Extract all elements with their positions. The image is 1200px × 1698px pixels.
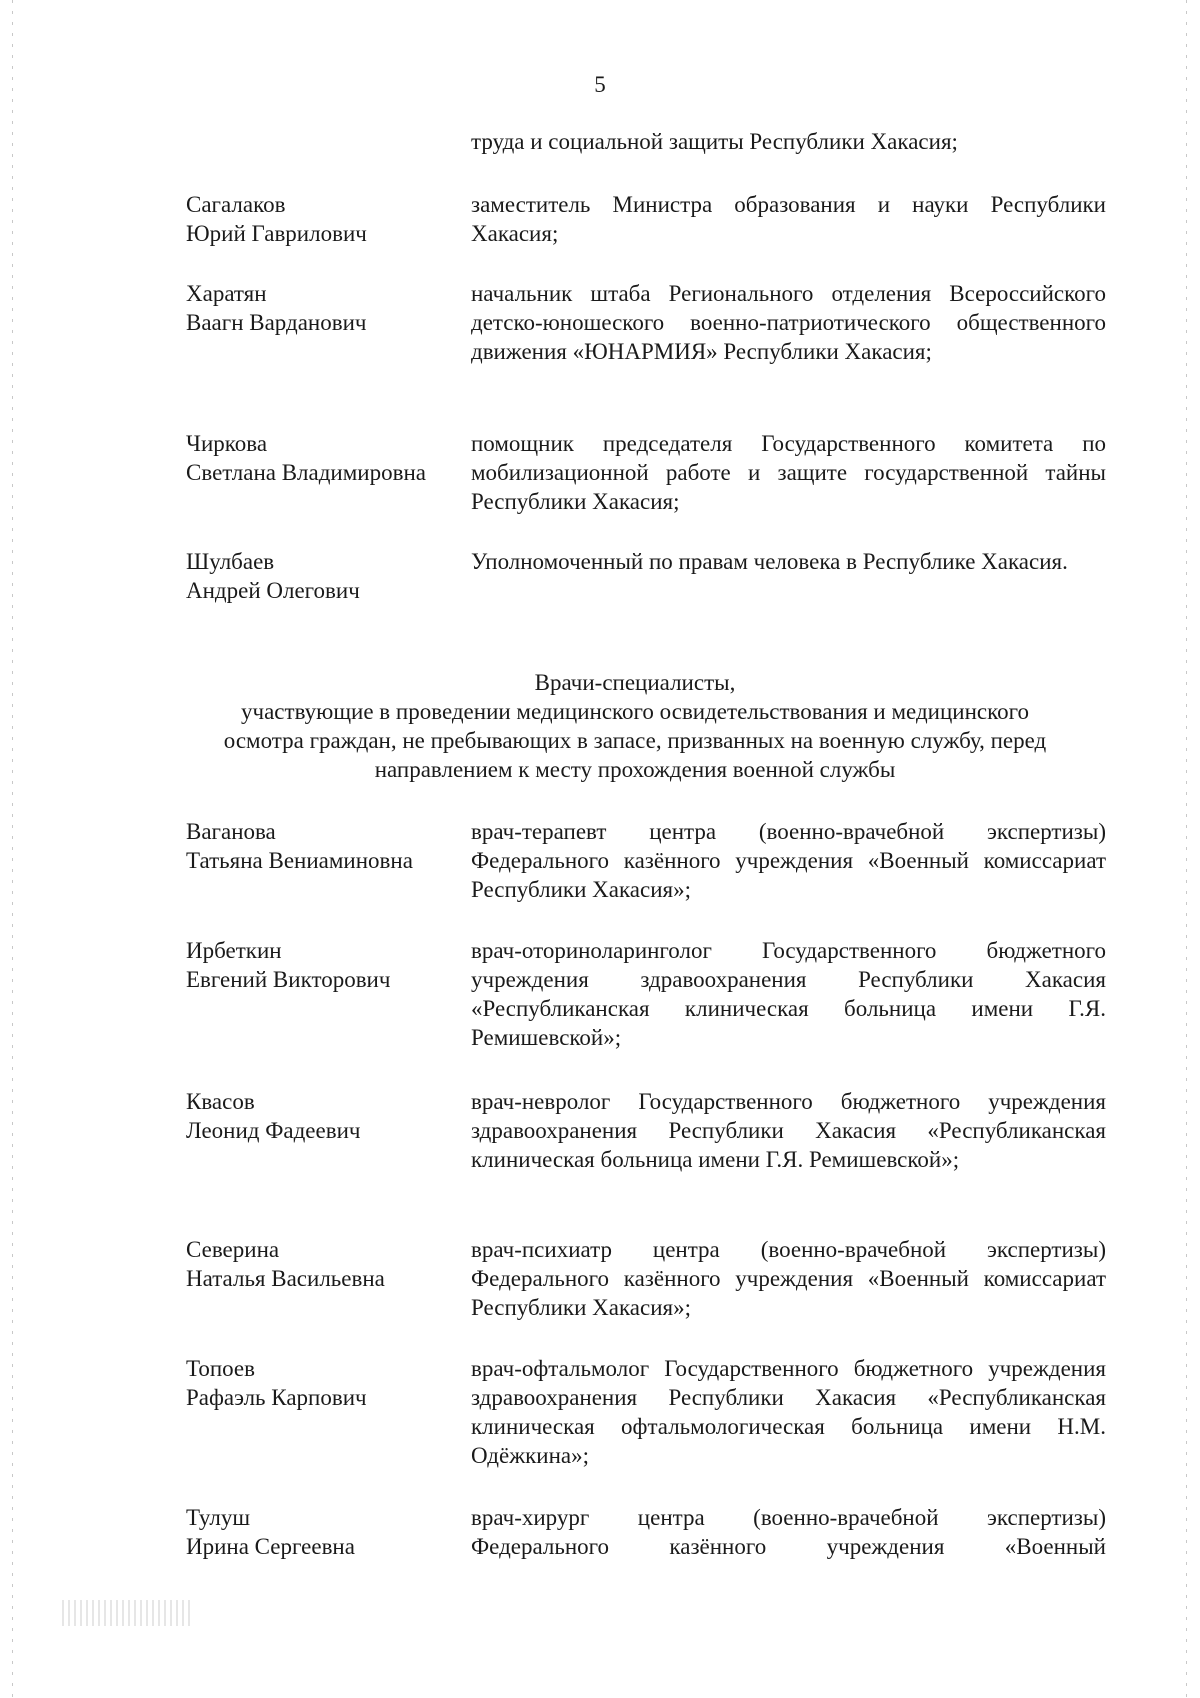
section-heading: [160, 668, 1110, 784]
member-entry: [186, 429, 1106, 516]
member-position: помощник председателя Государственного комитета по мобилизационной работе и защите государственной тайны Республики Хакасия;: [471, 431, 1106, 514]
member-surname: Харатян: [186, 281, 267, 306]
member-given-names: Юрий Гаврилович: [186, 221, 367, 246]
doctor-position: врач-оториноларинголог Государственного бюджетного учреждения здравоохранения Республики Хакасия «Республиканская клиническая больница имени Г.Я. Ремишевской»;: [471, 938, 1106, 1050]
scan-artifact: [62, 1600, 192, 1626]
doctor-given-names: Ирина Сергеевна: [186, 1534, 355, 1559]
member-position: начальник штаба Регионального отделения Всероссийского детско-юношеского военно-патриотического общественного движения «ЮНАРМИЯ» Республики Хакасия;: [471, 281, 1106, 364]
doctor-entry: [186, 1503, 1106, 1561]
member-given-names: Андрей Олегович: [186, 578, 360, 603]
doctor-name: [186, 817, 471, 904]
doctor-entry: [186, 1235, 1106, 1322]
doctor-name: [186, 1087, 471, 1174]
doctor-entry: [186, 1354, 1106, 1470]
doctor-name: [186, 1503, 471, 1561]
section-heading-line: участвующие в проведении медицинского освидетельствования и медицинского: [241, 699, 1029, 724]
doctor-surname: Тулуш: [186, 1505, 251, 1530]
doctor-surname: Квасов: [186, 1089, 255, 1114]
doctor-position: врач-офтальмолог Государственного бюджетного учреждения здравоохранения Республики Хакасия «Республиканская клиническая офтальмологическая больница имени Н.М. Одёжкина»;: [471, 1356, 1106, 1468]
doctor-name: [186, 936, 471, 1052]
doctor-surname: Топоев: [186, 1356, 255, 1381]
member-name: [186, 547, 471, 605]
member-position: заместитель Министра образования и науки Республики Хакасия;: [471, 192, 1106, 246]
doctor-surname: Ирбеткин: [186, 938, 282, 963]
member-surname: Шулбаев: [186, 549, 275, 574]
doctor-given-names: Евгений Викторович: [186, 967, 391, 992]
member-name: [186, 279, 471, 366]
scan-edge-left: [12, 0, 13, 1698]
doctor-given-names: Татьяна Вениаминовна: [186, 848, 413, 873]
doctor-name: [186, 1235, 471, 1322]
member-entry: [186, 190, 1106, 248]
section-heading-line: направлением к месту прохождения военной службы: [374, 757, 896, 782]
member-given-names: Ваагн Варданович: [186, 310, 367, 335]
member-surname: Сагалаков: [186, 192, 286, 217]
member-name: [186, 429, 471, 516]
doctor-entry: [186, 1087, 1106, 1174]
doctor-position: врач-невролог Государственного бюджетного учреждения здравоохранения Республики Хакасия «Республиканская клиническая больница имени Г.Я. Ремишевской»;: [471, 1089, 1106, 1172]
doctor-position: врач-хирург центра (военно-врачебной экспертизы) Федерального казённого учреждения «Военный: [471, 1505, 1106, 1559]
doctor-entry: [186, 936, 1106, 1052]
member-position: Уполномоченный по правам человека в Республике Хакасия.: [471, 549, 1068, 574]
doctor-surname: Ваганова: [186, 819, 276, 844]
member-surname: Чиркова: [186, 431, 268, 456]
section-heading-line: Врачи-специалисты,: [534, 670, 736, 695]
member-entry: [186, 547, 1106, 605]
doctor-position: врач-психиатр центра (военно-врачебной экспертизы) Федерального казённого учреждения «Военный комиссариат Республики Хакасия»;: [471, 1237, 1106, 1320]
page-number: 5: [594, 72, 606, 97]
doctor-position: врач-терапевт центра (военно-врачебной экспертизы) Федерального казённого учреждения «Военный комиссариат Республики Хакасия»;: [471, 819, 1106, 902]
member-given-names: Светлана Владимировна: [186, 460, 426, 485]
doctor-given-names: Леонид Фадеевич: [186, 1118, 361, 1143]
doctor-given-names: Рафаэль Карпович: [186, 1385, 367, 1410]
member-name: [186, 190, 471, 248]
doctor-given-names: Наталья Васильевна: [186, 1266, 385, 1291]
doctor-name: [186, 1354, 471, 1470]
continuation-text: труда и социальной защиты Республики Хакасия;: [471, 129, 958, 154]
section-heading-line: осмотра граждан, не пребывающих в запасе, призванных на военную службу, перед: [223, 728, 1047, 753]
doctor-entry: [186, 817, 1106, 904]
scan-edge-right: [1186, 0, 1187, 1698]
doctor-surname: Северина: [186, 1237, 280, 1262]
member-entry: [186, 279, 1106, 366]
